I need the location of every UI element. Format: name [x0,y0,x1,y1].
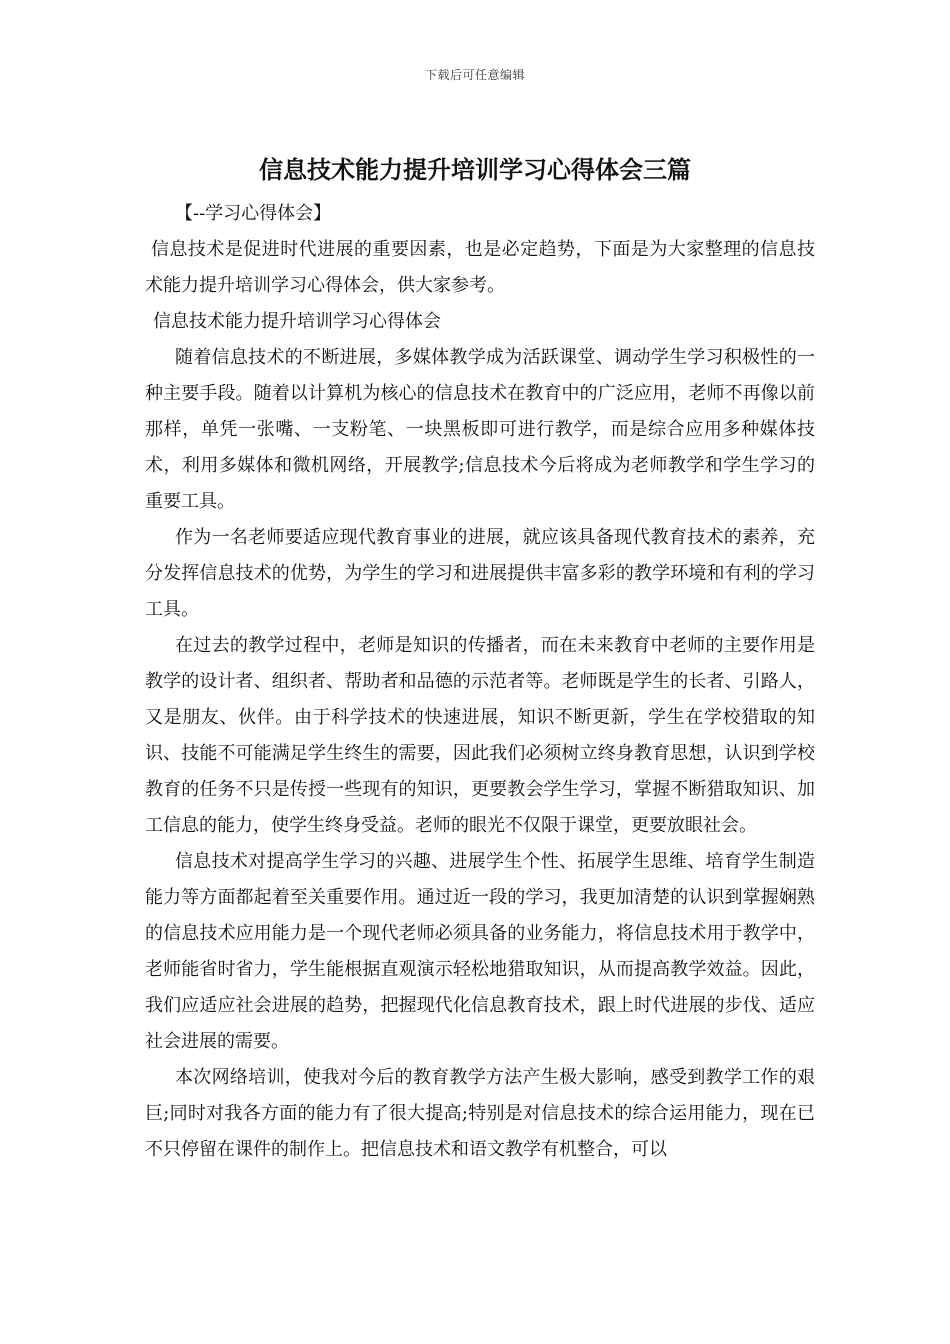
body-paragraph-4: 信息技术对提高学生学习的兴趣、进展学生个性、拓展学生思维、培育学生制造能力等方面都起着至关重要作用。通过近一段的学习，我更加清楚的认识到掌握娴熟的信息技术应用能力是一个现代老师必须具备的业务能力，将信息技术用于教学中，老师能省时省力，学生能根据直观演示轻松地猎取知识，从而提高教学效益。因此，我们应适应社会进展的趋势，把握现代化信息教育技术，跟上时代进展的步伐、适应社会进展的需要。 [145,851,815,1052]
section-subheading: 信息技术能力提升培训学习心得体会 [153,311,441,332]
body-paragraph-1: 随着信息技术的不断进展，多媒体教学成为活跃课堂、调动学生学习积极性的一种主要手段。随着以计算机为核心的信息技术在教育中的广泛应用，老师不再像以前那样，单凭一张嘴、一支粉笔、一块黑板即可进行教学，而是综合应用多种媒体技术，利用多媒体和微机网络，开展教学;信息技术今后将成为老师教学和学生学习的重要工具。 [145,347,815,512]
body-paragraph-3: 在过去的教学过程中，老师是知识的传播者，而在未来教育中老师的主要作用是教学的设计者、组织者、帮助者和品德的示范者等。老师既是学生的长者、引路人，又是朋友、伙伴。由于科学技术的快速进展，知识不断更新，学生在学校猎取的知识、技能不可能满足学生终生的需要，因此我们必须树立终身教育思想，认识到学校教育的任务不只是传授一些现有的知识，更要教会学生学习，掌握不断猎取知识、加工信息的能力，使学生终身受益。老师的眼光不仅限于课堂，更要放眼社会。 [145,635,815,836]
body-paragraph-2: 作为一名老师要适应现代教育事业的进展，就应该具备现代教育技术的素养，充分发挥信息技术的优势，为学生的学习和进展提供丰富多彩的教学环境和有利的学习工具。 [145,527,815,620]
body-paragraph-5: 本次网络培训，使我对今后的教育教学方法产生极大影响，感受到教学工作的艰巨;同时对我各方面的能力有了很大提高;特别是对信息技术的综合运用能力，现在已不只停留在课件的制作上。把信息技术和语文教学有机整合，可以 [145,1067,815,1160]
document-body [145,196,815,1168]
header-note: 下载后可任意编辑 [424,68,525,82]
document-title: 信息技术能力提升培训学习心得体会三篇 [259,156,691,184]
category-tagline: 【--学习心得体会】 [175,203,332,224]
intro-paragraph: 信息技术是促进时代进展的重要因素，也是必定趋势，下面是为大家整理的信息技术能力提升培训学习心得体会，供大家参考。 [145,239,815,296]
